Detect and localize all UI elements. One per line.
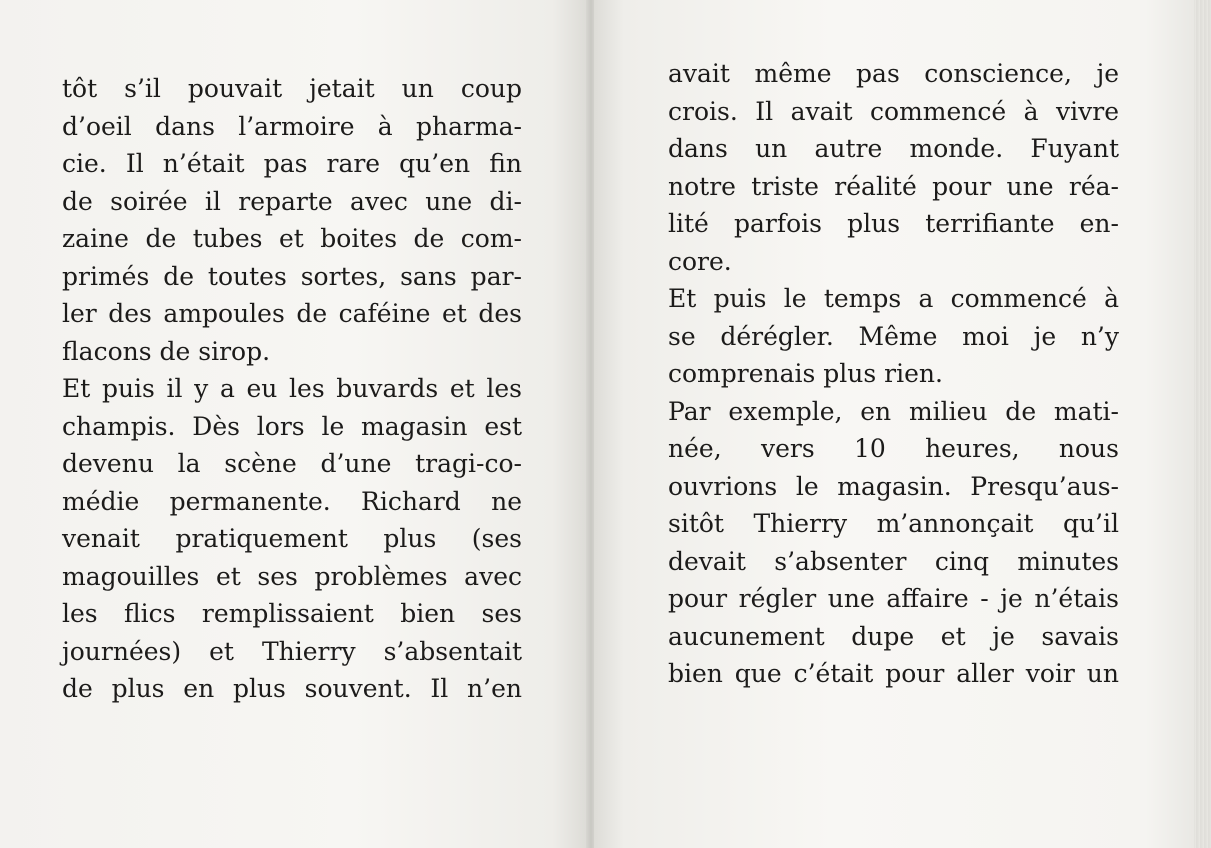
text-line: aucunement dupe et je savais [668,621,1119,651]
text-line: de plus en plus souvent. Il n’en [62,674,522,703]
text-line: de soirée il reparte avec une di- [62,186,522,216]
text-line: flacons de sirop. [62,336,271,366]
text-line: zaine de tubes et boites de com- [62,224,522,253]
text-line: ouvrions le magasin. Presqu’aus- [668,471,1119,501]
text-line: les flics remplissaient bien ses [62,599,522,628]
text-line: avait même pas conscience, je [668,59,1119,88]
text-line: ler des ampoules de caféine et des [62,299,522,328]
text-line: se dérégler. Même moi je n’y [668,321,1119,351]
text-line: champis. Dès lors le magasin est [62,411,522,441]
text-line: notre triste réalité pour une réa- [668,171,1119,201]
right-page-text [668,55,1119,693]
text-line: née, vers 10 heures, nous [668,434,1119,463]
text-line: crois. Il avait commencé à vivre [668,96,1119,126]
page-edges [1194,0,1211,848]
text-line: core. [668,246,732,276]
text-line: médie permanente. Richard ne [62,486,522,516]
text-line: magouilles et ses problèmes avec [62,561,522,591]
text-line: dans un autre monde. Fuyant [668,134,1119,163]
text-line: sitôt Thierry m’annonçait qu’il [668,509,1119,538]
text-line: cie. Il n’était pas rare qu’en fin [62,149,522,178]
text-line: bien que c’était pour aller voir un [668,659,1119,688]
text-line: Et puis le temps a commencé à [668,284,1119,313]
text-line: lité parfois plus terrifiante en- [668,209,1119,238]
text-line: Et puis il y a eu les buvards et les [62,374,522,403]
text-line: primés de toutes sortes, sans par- [62,261,522,291]
text-line: journées) et Thierry s’absentait [62,636,522,666]
text-line: Par exemple, en milieu de mati- [668,396,1119,426]
text-line: devenu la scène d’une tragi-co- [62,449,522,478]
text-line: tôt s’il pouvait jetait un coup [62,74,522,103]
text-line: devait s’absenter cinq minutes [668,546,1119,576]
text-line: d’oeil dans l’armoire à pharma- [62,111,522,141]
left-page-text [62,70,522,708]
text-line: pour régler une affaire - je n’étais [668,584,1119,613]
text-line: venait pratiquement plus (ses [62,524,522,553]
text-line: comprenais plus rien. [668,359,943,388]
